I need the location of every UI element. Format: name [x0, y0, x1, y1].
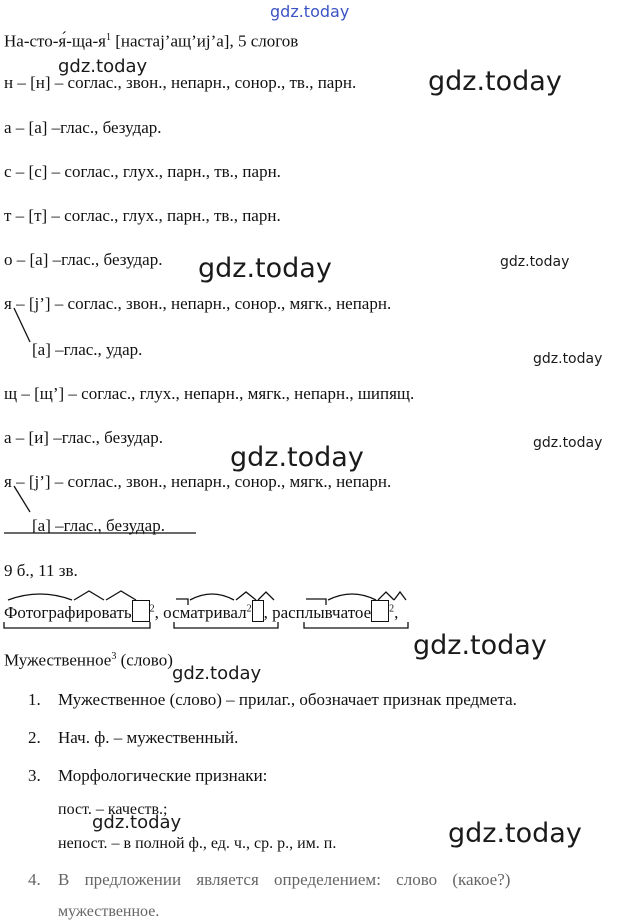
connector-line [14, 486, 30, 512]
base-bracket [4, 622, 150, 628]
phonetic-line: я – [j’] – соглас., звон., непарн., сонор., мягк., непарн. [4, 472, 392, 491]
watermark-top: gdz.today [270, 2, 350, 21]
list-number: 2. [28, 728, 41, 747]
suffix-mark [394, 592, 406, 600]
list-item [28, 870, 510, 890]
watermark: gdz.today [500, 254, 570, 270]
suffix-mark [106, 591, 136, 600]
root-arc [190, 594, 234, 600]
phonetic-line: я – [j’] – соглас., звон., непарн., сонор., мягк., непарн. [4, 294, 392, 313]
separator: , [263, 603, 273, 622]
suffix-mark [378, 592, 394, 600]
watermark: gdz.today [230, 442, 364, 473]
list-item [28, 766, 267, 786]
list-text: Морфологические признаки: [58, 766, 268, 785]
sublist-item: непост. – в полной ф., ед. ч., ср. р., им. п. [58, 835, 337, 852]
phonetic-line: т – [т] – соглас., глух., парн., тв., парн. [4, 206, 281, 225]
watermark: gdz.today [198, 253, 332, 284]
list-number: 3. [28, 766, 41, 785]
watermark: gdz.today [58, 56, 148, 77]
list-number: 4. [28, 870, 41, 889]
header-sup: 1 [106, 32, 111, 43]
morpheme-sup-2: 2 [246, 603, 252, 615]
morpheme-word-3: расплывчатое [272, 603, 372, 622]
analysis-word: Мужественное [4, 650, 112, 670]
separator: , [394, 603, 399, 622]
analysis-sup: 3 [111, 651, 117, 662]
phonetic-line: с – [с] – соглас., глух., парн., тв., парн. [4, 162, 281, 181]
analysis-rest: (слово) [116, 650, 173, 670]
base-bracket [174, 622, 278, 628]
base-bracket [304, 622, 408, 628]
morpheme-sup-1: 2 [149, 603, 155, 615]
watermark: gdz.today [172, 663, 262, 684]
watermark: gdz.today [533, 435, 603, 451]
prefix-mark [306, 599, 326, 605]
watermark: gdz.today [428, 66, 562, 97]
list-item [28, 690, 517, 710]
list-text: Нач. ф. – мужественный. [58, 728, 239, 747]
analysis-title [4, 647, 173, 671]
suffix-mark [258, 592, 274, 600]
list-text: Мужественное (слово) – прилаг., обозначает признак предмета. [58, 690, 517, 709]
list-number: 1. [28, 690, 41, 709]
phonetic-line: о – [а] –глас., безудар. [4, 250, 163, 269]
phonetic-line: щ – [щ’] – соглас., глух., непарн., мягк., непарн., шипящ. [4, 384, 415, 403]
prefix-mark [176, 599, 188, 605]
summary-line: 9 б., 11 зв. [4, 561, 78, 580]
phonetic-line: н – [н] – соглас., звон., непарн., сонор., тв., парн. [4, 73, 357, 92]
root-arc [328, 594, 376, 600]
sublist-item: пост. – качеств.; [58, 801, 168, 818]
list-item-continuation: мужественное. [58, 903, 160, 920]
morpheme-word-2: осматривал [163, 603, 247, 622]
root-arc [8, 594, 72, 600]
watermark: gdz.today [448, 818, 582, 849]
list-item [28, 728, 238, 748]
phonetic-line: [а] –глас., удар. [32, 340, 143, 359]
header-word: На-сто-я́-ща-я [4, 31, 106, 51]
phonetic-line: а – [а] –глас., безудар. [4, 118, 162, 137]
watermark: gdz.today [413, 630, 547, 661]
phonetic-line: [а] –глас., безудар. [32, 516, 165, 535]
list-text: В предложении является определением: слово (какое?) [58, 870, 511, 889]
suffix-mark [236, 592, 256, 600]
header-transcription: [настaj’ащ’иj’а], 5 слогов [111, 31, 299, 51]
separator: , [154, 603, 164, 622]
morpheme-word-1: Фотографировать [4, 603, 132, 622]
phonetic-line: а – [и] –глас., безудар. [4, 428, 164, 447]
connector-line [14, 308, 30, 342]
suffix-mark [74, 591, 104, 600]
watermark: gdz.today [92, 812, 182, 833]
watermark: gdz.today [533, 351, 603, 367]
morpheme-sup-3: 2 [389, 603, 395, 615]
